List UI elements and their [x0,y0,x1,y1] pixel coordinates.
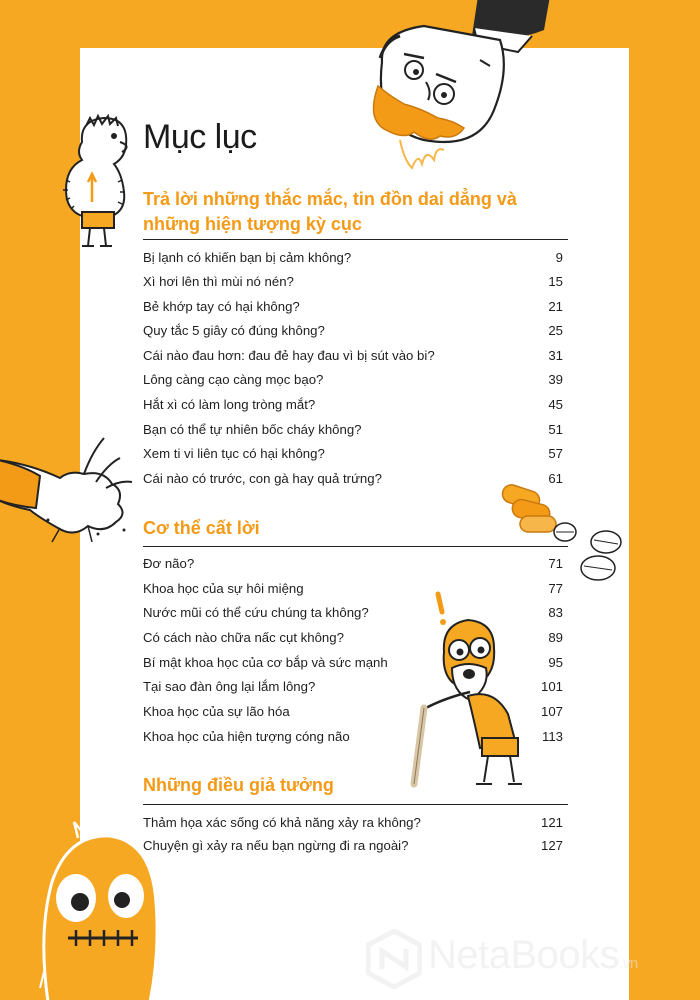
toc-entry-label: Chuyện gì xảy ra nếu bạn ngừng đi ra ngoài? [143,838,409,853]
toc-entry-label: Cái nào có trước, con gà hay quả trứng? [143,471,382,486]
toc-entry-page: 61 [548,471,563,486]
toc-entry-page: 121 [540,815,563,830]
section-heading-2: Cơ thể cất lời [143,518,260,538]
toc-entry-page: 77 [548,581,563,596]
section-rule-1 [143,239,568,240]
hand-illustration [0,430,140,550]
toc-entry-label: Tại sao đàn ông lại lắm lông? [143,679,316,694]
toc-entry-label: Bị lạnh có khiến bạn bị cảm không? [143,250,352,265]
netabooks-logo-icon [366,929,422,989]
toc-entry-page: 51 [548,422,563,437]
toc-entry-page: 71 [548,556,563,571]
toc-entry[interactable] [143,345,563,367]
toc-entry-label: Xem ti vi liên tục có hại không? [143,446,325,461]
pills-illustration [498,480,638,590]
toc-entry-label: Khoa học của sự hôi miệng [143,581,304,596]
toc-entry-label: Đơ não? [143,556,195,571]
toc-entry-page: 45 [548,397,563,412]
toc-entry-page: 31 [548,348,563,363]
toc-entry-label: Cái nào đau hơn: đau đẻ hay đau vì bị sút vào bi? [143,348,435,363]
page-title: Mục lục [143,118,257,156]
toc-entry[interactable] [143,419,563,441]
old-man-with-cane-illustration [404,588,534,788]
watermark-brand: NetaBooks [428,933,620,977]
toc-entry-label: Bí mật khoa học của cơ bắp và sức mạnh [143,655,388,670]
toc-entry-label: Khoa học của hiện tượng cóng não [143,729,350,744]
section-heading-3: Những điều giả tưởng [143,775,334,795]
toc-entry-label: Xì hơi lên thì mùi nó nén? [143,274,294,289]
toc-entry-page: 15 [548,274,563,289]
toc-entry-label: Hắt xì có làm long tròng mắt? [143,397,316,412]
toc-entry-page: 57 [548,446,563,461]
toc-entry-page: 107 [540,704,563,719]
toc-entry[interactable] [143,320,563,342]
toc-entry[interactable] [143,443,563,465]
toc-entry-page: 127 [540,838,563,853]
watermark-suffix: .vn [619,955,638,972]
toc-entry-page: 113 [541,729,563,744]
toc-entry[interactable] [143,812,563,834]
toc-entry-label: Có cách nào chữa nấc cụt không? [143,630,344,645]
toc-entry[interactable] [143,296,563,318]
toc-entry-page: 95 [548,655,563,670]
toc-entry-page: 101 [540,679,563,694]
toc-entry-page: 89 [548,630,563,645]
bald-bearded-man-illustration [360,0,560,175]
monster-head-illustration [18,812,168,1000]
watermark-text [428,933,638,978]
toc-entry-page: 9 [555,250,563,265]
toc-entry-label: Thảm họa xác sống có khả năng xảy ra không? [143,815,421,830]
toc-entry[interactable] [143,271,563,293]
toc-entry[interactable] [143,369,563,391]
hairy-man-illustration [52,112,142,257]
toc-entry-label: Bẻ khớp tay có hại không? [143,299,300,314]
toc-entry-page: 39 [548,372,563,387]
toc-entry-label: Quy tắc 5 giây có đúng không? [143,323,325,338]
toc-entry-label: Bạn có thể tự nhiên bốc cháy không? [143,422,362,437]
section-rule-3 [143,804,568,805]
toc-entry[interactable] [143,247,563,269]
toc-entry[interactable] [143,394,563,416]
toc-entry-page: 83 [548,605,563,620]
watermark [362,925,698,995]
toc-entry-label: Nước mũi có thể cứu chúng ta không? [143,605,369,620]
toc-entry-page: 21 [548,299,563,314]
toc-entry[interactable] [143,835,563,857]
section-heading-1: Trả lời những thắc mắc, tin đồn dai dẳng và những hiện tượng kỳ cục [143,189,517,234]
toc-entry-label: Khoa học của sự lão hóa [143,704,290,719]
toc-entry-label: Lông càng cạo càng mọc bạo? [143,372,324,387]
toc-entry-page: 25 [548,323,563,338]
